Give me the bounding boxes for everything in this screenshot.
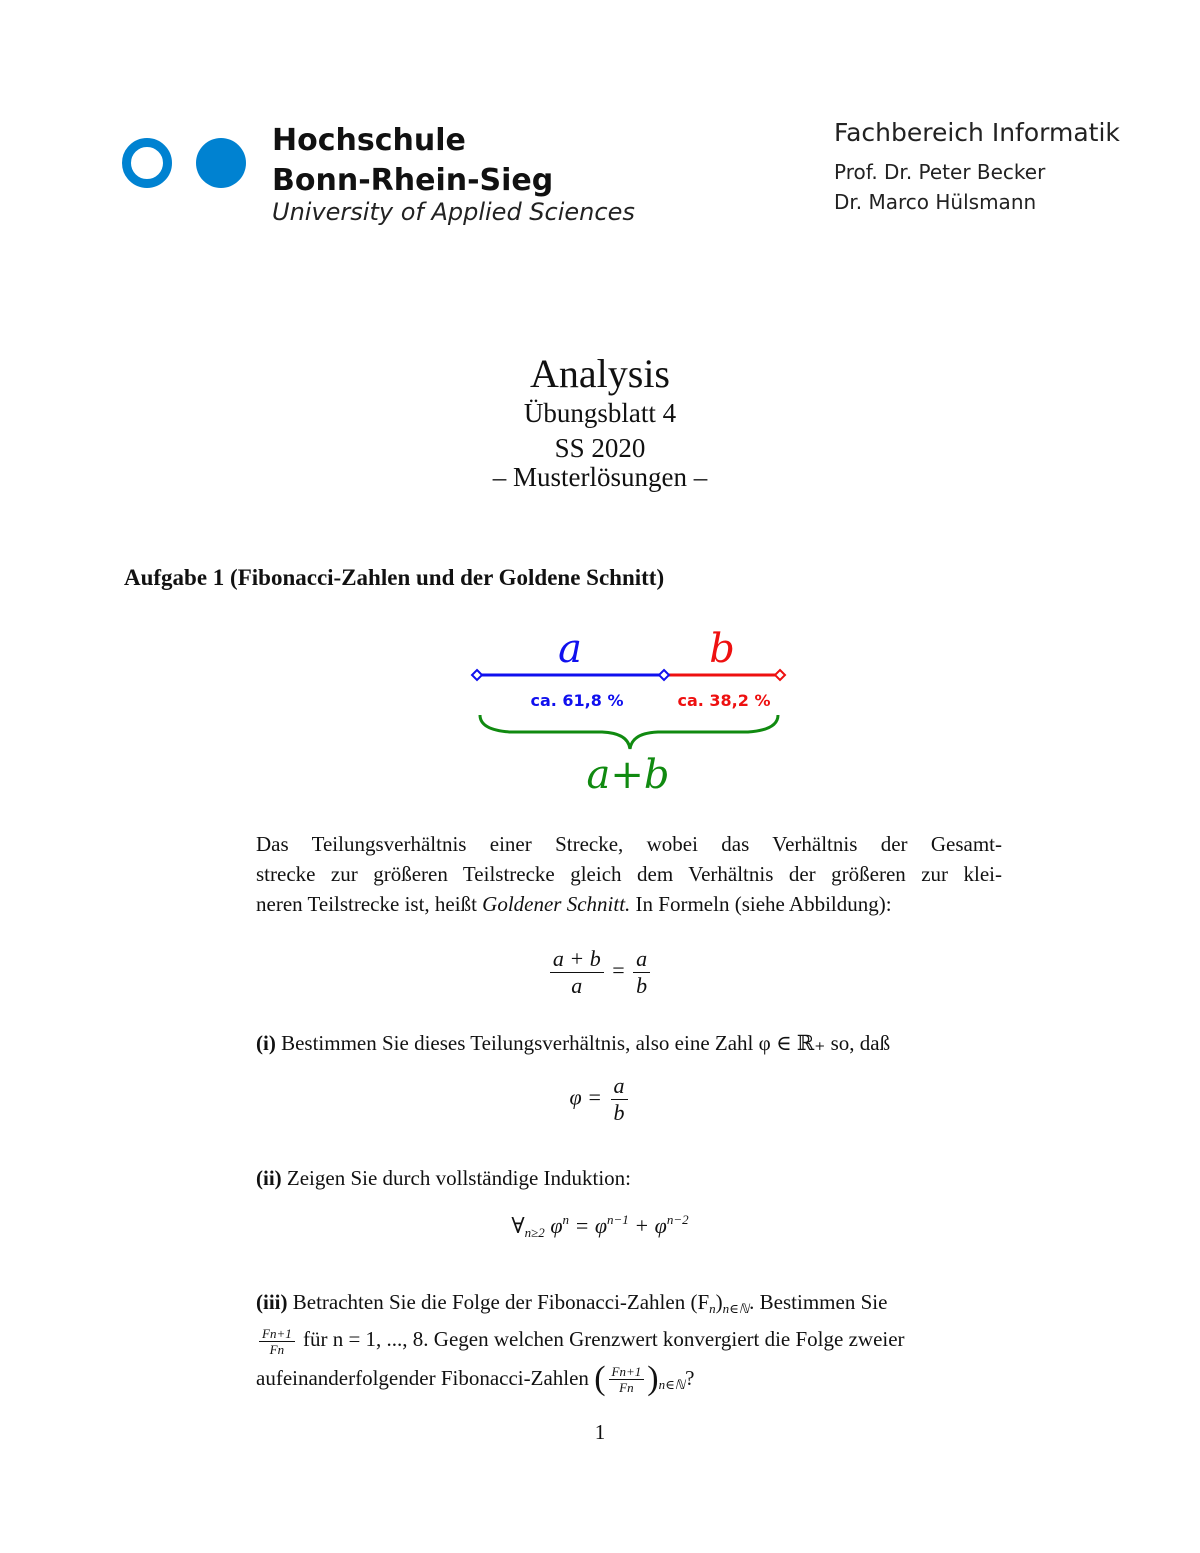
fraction-phi: $\frac{a}{b}$ — [611, 1073, 628, 1126]
endpoint-middle-icon — [659, 670, 669, 680]
department: Fachbereich Informatik — [834, 118, 1120, 147]
part-iii-line-3: aufeinanderfolgender Fibonacci-Zahlen ( $\frac{Fn+1}{Fn}$ )$_{n\in ℕ}$? — [256, 1359, 695, 1397]
author-1: Prof. Dr. Peter Becker — [834, 160, 1046, 184]
term-golden-ratio: Goldener Schnitt. — [482, 892, 631, 916]
logo-ring-icon — [122, 138, 172, 188]
formula-phi: φ = $\frac{a}{b}$ — [0, 1073, 1200, 1126]
part-iii-line-1: (iii) Betrachten Sie die Folge der Fibonacci-Zahlen $(F_n)_{n\in ℕ}$. Bestimmen Sie — [256, 1290, 888, 1316]
solutions-label: – Musterlösungen – — [492, 462, 708, 492]
university-name: Hochschule Bonn-Rhein-Sieg — [272, 123, 554, 198]
paren-close: ) — [647, 1359, 659, 1397]
document-title: Analysis — [530, 351, 670, 396]
golden-ratio-figure — [460, 615, 800, 805]
part-ii: (ii) Zeigen Sie durch vollständige Induktion: — [256, 1166, 632, 1190]
endpoint-left-icon — [472, 670, 482, 680]
percent-a: ca. 61,8 % — [530, 691, 624, 710]
fraction-fibonacci-2: $\frac{Fn+1}{Fn}$ — [609, 1364, 645, 1395]
term-label: SS 2020 — [554, 433, 646, 463]
part-i: (i) Bestimmen Sie dieses Teilungsverhältnis, also eine Zahl φ ∈ ℝ₊ so, daß — [256, 1031, 891, 1055]
label-a: a — [558, 626, 582, 672]
university-subtitle: University of Applied Sciences — [272, 198, 635, 226]
brace-icon — [480, 715, 778, 749]
fraction-lhs: $\frac{a + b}{a}$ — [550, 946, 604, 999]
endpoint-right-icon — [775, 670, 785, 680]
paren-open: ( — [594, 1359, 606, 1397]
logo-dot-icon — [196, 138, 246, 188]
sheet-label: Übungsblatt 4 — [523, 398, 677, 428]
author-2: Dr. Marco Hülsmann — [834, 190, 1037, 214]
page-number: 1 — [594, 1420, 606, 1444]
fraction-fibonacci: $\frac{Fn+1}{Fn}$ — [259, 1326, 295, 1357]
label-b: b — [709, 626, 735, 672]
intro-line-2: strecke zur größeren Teilstrecke gleich dem Verhältnis der größeren zur klei- — [256, 862, 1002, 886]
intro-line-1: Das Teilungsverhältnis einer Strecke, wobei das Verhältnis der Gesamt- — [256, 832, 1002, 856]
formula-golden-ratio: $\frac{a + b}{a}$ = $\frac{a}{b}$ — [0, 946, 1200, 999]
formula-induction: $\forall_{n\ge 2}$ $\varphi^n = \varphi^{n-1} + \varphi^{n-2}$ — [511, 1212, 689, 1240]
percent-b: ca. 38,2 % — [677, 691, 771, 710]
intro-line-3: neren Teilstrecke ist, heißt Goldener Schnitt. In Formeln (siehe Abbildung): — [256, 892, 892, 916]
label-a-plus-b: a+b — [586, 752, 670, 798]
fraction-rhs: $\frac{a}{b}$ — [633, 946, 650, 999]
part-iii-line-2: $\frac{Fn+1}{Fn}$ für n = 1, ..., 8. Gegen welchen Grenzwert konvergiert die Folge zweier — [256, 1324, 1002, 1357]
intro-paragraph — [256, 829, 1002, 919]
part-iii — [256, 1287, 1002, 1400]
task-heading: Aufgabe 1 (Fibonacci-Zahlen und der Goldene Schnitt) — [124, 565, 665, 590]
